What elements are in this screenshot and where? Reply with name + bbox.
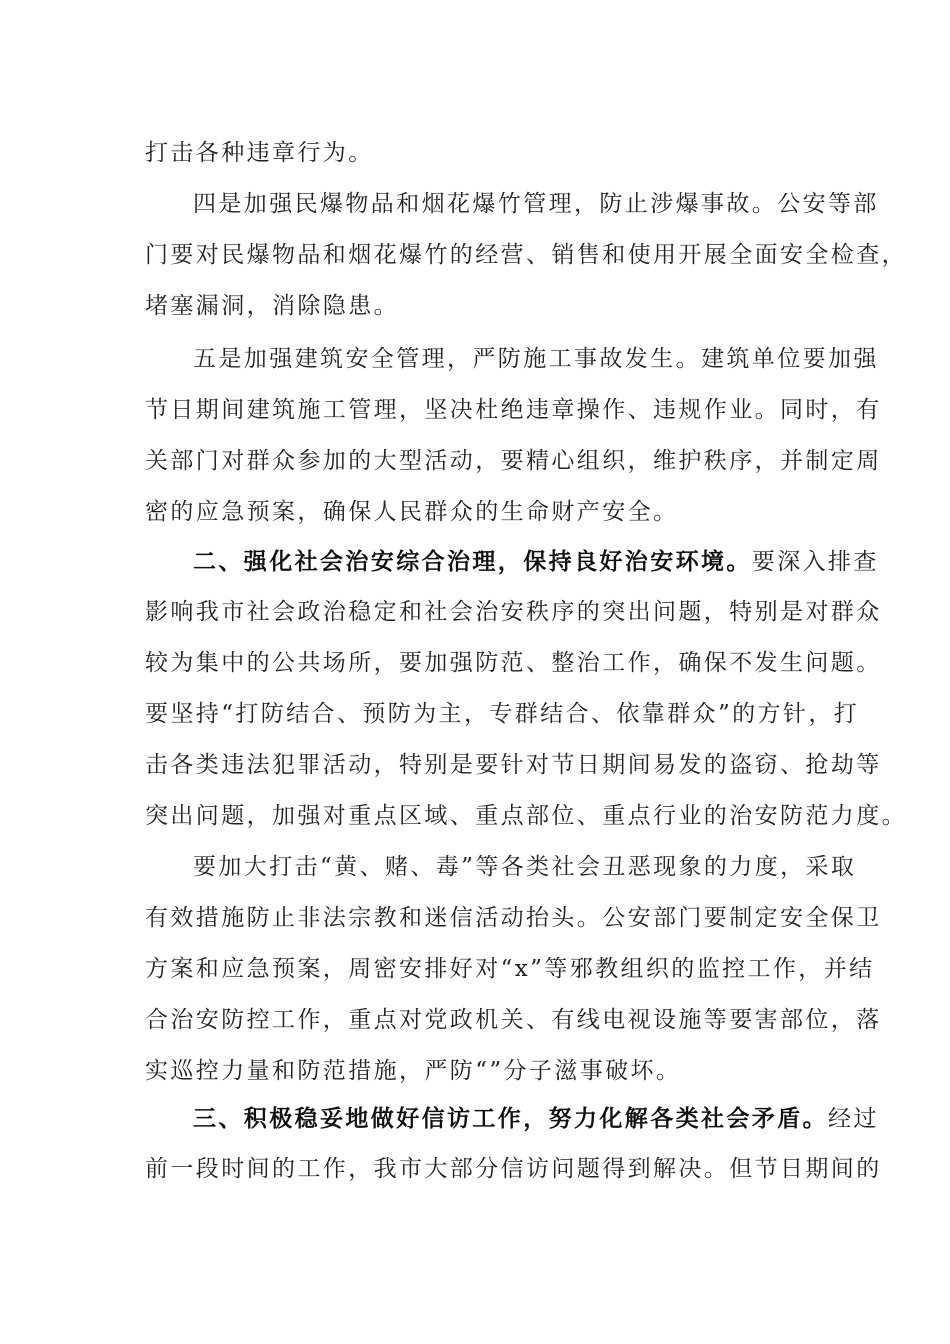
paragraph-line — [145, 179, 879, 230]
section-heading: 二、强化社会治安综合治理，保持良好治安环境。 — [193, 548, 752, 575]
paragraph-line — [145, 995, 882, 1046]
line-text: 五是加强建筑安全管理，严防施工事故发生。建筑单位要加强 — [193, 346, 879, 372]
paragraph-line — [145, 487, 825, 538]
line-text: 堵塞漏洞，消除隐患。 — [145, 293, 399, 319]
paragraph-line — [145, 587, 882, 638]
line-text: 密的应急预案，确保人民群众的生命财产安全。 — [145, 499, 679, 525]
paragraph-line — [145, 536, 879, 587]
paragraph-line — [145, 944, 875, 995]
line-text: 前一段时间的工作，我市大部分信访问题得到解决。但节日期间的 — [145, 1156, 882, 1182]
line-text: 要深入排查 — [751, 549, 879, 575]
line-text: 门要对民爆物品和烟花爆竹的经营、销售和使用开展全面安全检查， — [145, 242, 907, 268]
paragraph — [145, 536, 907, 842]
line-text: 突出问题，加强对重点区域、重点部位、重点行业的治安防范力度。 — [145, 803, 907, 829]
paragraph-line — [145, 842, 857, 893]
paragraph — [145, 179, 907, 332]
line-text: 击各类违法犯罪活动，特别是要针对节日期间易发的盗窃、抢劫等 — [145, 752, 882, 778]
paragraph-line — [145, 385, 882, 436]
paragraph-line — [145, 740, 882, 791]
line-text: 方案和应急预案，周密安排好对“x”等邪教组织的监控工作，并结 — [145, 956, 875, 982]
line-text: 影响我市社会政治稳定和社会治安秩序的突出问题，特别是对群众 — [145, 599, 882, 625]
line-text: 要坚持“打防结合、预防为主，专群结合、依靠群众”的方针，打 — [145, 701, 860, 727]
line-text: 节日期间建筑施工管理，坚决杜绝违章操作、违规作业。同时，有 — [145, 397, 882, 423]
paragraph-line — [145, 1046, 825, 1097]
line-text: 合治安防控工作，重点对党政机关、有线电视设施等要害部位，落 — [145, 1007, 882, 1033]
paragraph-line — [145, 1144, 882, 1195]
line-text: 有效措施防止非法宗教和迷信活动抬头。公安部门要制定安全保卫 — [145, 905, 882, 931]
paragraph-line — [145, 638, 882, 689]
line-text: 四是加强民爆物品和烟花爆竹管理，防止涉爆事故。公安等部 — [193, 191, 879, 217]
paragraph — [145, 128, 825, 179]
section-heading: 三、积极稳妥地做好信访工作，努力化解各类社会矛盾。 — [193, 1105, 828, 1132]
paragraph-line — [145, 436, 882, 487]
paragraph-line — [145, 230, 907, 281]
paragraph — [145, 334, 882, 538]
line-text: 经过 — [828, 1106, 879, 1132]
paragraph-line — [145, 893, 882, 944]
paragraph — [145, 842, 882, 1097]
line-text: 较为集中的公共场所，要加强防范、整治工作，确保不发生问题。 — [145, 650, 882, 676]
paragraph-line — [145, 334, 879, 385]
line-text: 打击各种违章行为。 — [145, 140, 374, 166]
paragraph-line — [145, 791, 907, 842]
paragraph-line — [145, 1093, 879, 1144]
line-text: 要加大打击“黄、赌、毒”等各类社会丑恶现象的力度，采取 — [193, 854, 857, 880]
paragraph-line — [145, 689, 860, 740]
line-text: 关部门对群众参加的大型活动，要精心组织，维护秩序，并制定周 — [145, 448, 882, 474]
paragraph — [145, 1093, 882, 1195]
paragraph-line — [145, 281, 825, 332]
line-text: 实巡控力量和防范措施，严防“”分子滋事破坏。 — [145, 1058, 682, 1084]
paragraph-line — [145, 128, 825, 179]
